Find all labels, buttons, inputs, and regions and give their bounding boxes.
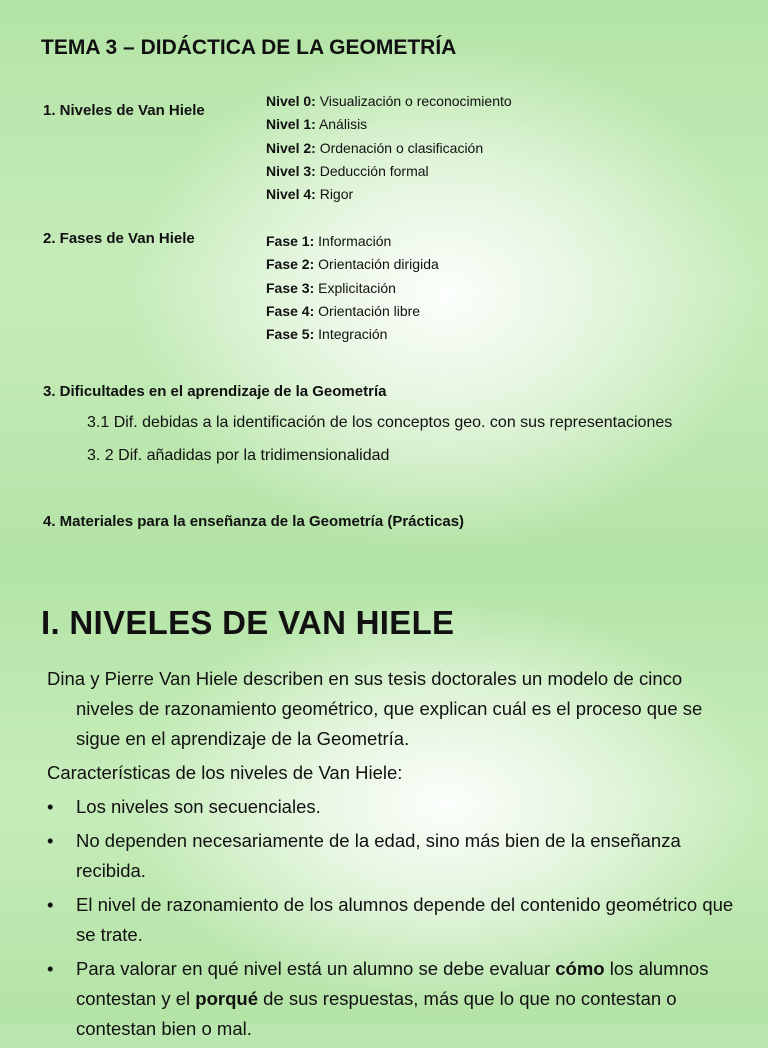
slide-niveles-van-hiele	[0, 566, 768, 1039]
subsection-3-2: 3. 2 Dif. añadidas por la tridimensionalidad	[87, 447, 390, 464]
section-materiales-heading: 4. Materiales para la enseñanza de la Geometría (Prácticas)	[43, 513, 465, 530]
slide-body	[47, 664, 737, 1048]
slide-title: I. NIVELES DE VAN HIELE	[41, 604, 455, 641]
caracteristicas-list	[47, 792, 737, 1044]
bullet-icon: •	[47, 894, 54, 915]
intro-paragraph: Dina y Pierre Van Hiele describen en sus tesis doctorales un modelo de cinco niveles de razonamiento geométrico, que explican cuál es el proceso que se sigue en el aprendizaje de la Geometría.	[47, 668, 703, 749]
niveles-list	[266, 90, 512, 206]
subsection-3-1: 3.1 Dif. debidas a la identificación de los conceptos geo. con sus representaciones	[87, 414, 673, 431]
list-item: • El nivel de razonamiento de los alumnos depende del contenido geométrico que se trate.	[47, 890, 737, 950]
fase-item: Fase 2: Orientación dirigida	[266, 256, 439, 273]
fase-item: Fase 4: Orientación libre	[266, 302, 421, 319]
bullet-icon: •	[47, 830, 54, 851]
nivel-item: Nivel 1: Análisis	[266, 116, 368, 133]
section-fases-heading: 2. Fases de Van Hiele	[43, 230, 195, 247]
bullet-icon: •	[47, 958, 54, 979]
fase-item: Fase 1: Información	[266, 233, 392, 249]
fase-item: Fase 3: Explicitación	[266, 279, 396, 296]
section-niveles-heading: 1. Niveles de Van Hiele	[43, 102, 205, 119]
section-dificultades-heading: 3. Dificultades en el aprendizaje de la Geometría	[43, 383, 387, 400]
list-item: • No dependen necesariamente de la edad, sino más bien de la enseñanza recibida.	[47, 826, 737, 886]
slide-title: TEMA 3 – DIDÁCTICA DE LA GEOMETRÍA	[41, 36, 457, 59]
bullet-icon: •	[47, 796, 54, 817]
nivel-item: Nivel 2: Ordenación o clasificación	[266, 139, 484, 156]
fase-item: Fase 5: Integración	[266, 326, 388, 343]
list-item: • Para valorar en qué nivel está un alumno se debe evaluar cómo los alumnos contestan y el porqué de sus respuestas, más que lo que no contestan o contestan bien o mal.	[47, 954, 737, 1044]
fases-list	[266, 230, 439, 346]
caracteristicas-heading: Características de los niveles de Van Hiele:	[47, 762, 403, 783]
nivel-item: Nivel 0: Visualización o reconocimiento	[266, 93, 512, 109]
nivel-item: Nivel 3: Deducción formal	[266, 162, 429, 179]
list-item: • Los niveles son secuenciales.	[47, 792, 737, 822]
nivel-item: Nivel 4: Rigor	[266, 186, 354, 203]
